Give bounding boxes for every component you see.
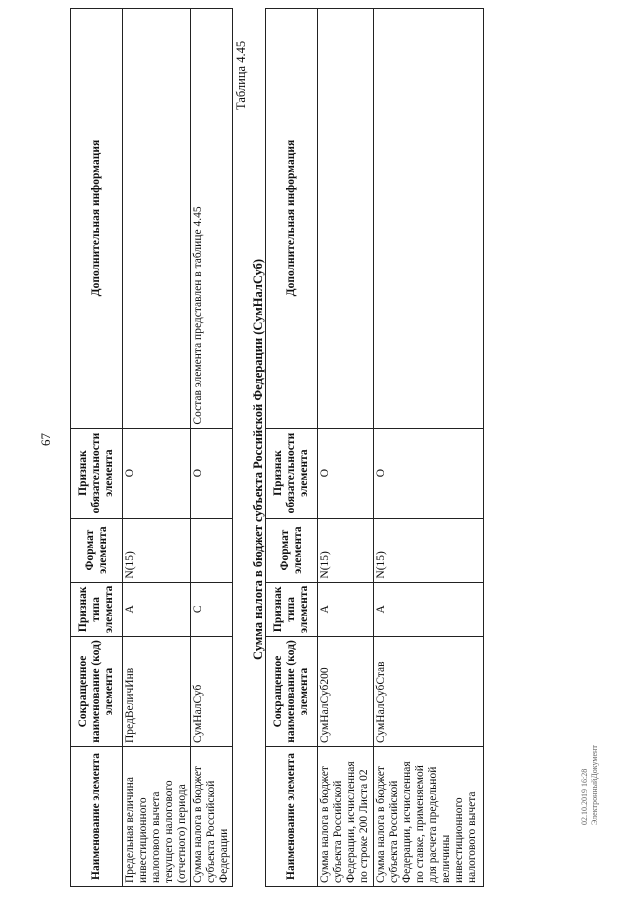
table-row <box>123 8 191 886</box>
elements-table-4-45 <box>265 8 484 887</box>
header-required: Признак обязательности элемента <box>71 428 123 518</box>
header-info: Дополнительная информация <box>266 8 318 428</box>
page-number: 67 <box>38 433 53 446</box>
cell-format: N(15) <box>123 518 191 582</box>
header-name: Наименование элемента <box>71 747 123 887</box>
table-caption: Сумма налога в бюджет субъекта Российской Федерации (СумНалСуб) <box>251 258 265 660</box>
header-type: Признак типа элемента <box>71 582 123 636</box>
cell-format: N(15) <box>374 518 484 582</box>
table-row <box>318 8 374 886</box>
header-code: Сокращенное наименование (код) элемента <box>71 637 123 747</box>
table-row <box>374 8 484 886</box>
cell-type: А <box>123 582 191 636</box>
cell-code: СумНалСуб <box>191 637 233 747</box>
header-code: Сокращенное наименование (код) элемента <box>266 637 318 747</box>
header-name: Наименование элемента <box>266 747 318 887</box>
cell-code: ПредВеличИнв <box>123 637 191 747</box>
header-format: Формат элемента <box>266 518 318 582</box>
cell-required: О <box>123 428 191 518</box>
cell-required: О <box>374 428 484 518</box>
stamp-line: 02.10.2019 16:28 <box>580 768 589 825</box>
cell-type: С <box>191 582 233 636</box>
header-required: Признак обязательности элемента <box>266 428 318 518</box>
header-type: Признак типа элемента <box>266 582 318 636</box>
cell-required: О <box>191 428 233 518</box>
header-info: Дополнительная информация <box>71 8 123 428</box>
cell-name: Сумма налога в бюджет субъекта Российской Федерации <box>191 747 233 887</box>
table-header-row <box>71 8 123 886</box>
cell-code: СумНалСубСтав <box>374 637 484 747</box>
cell-info <box>318 8 374 428</box>
cell-name: Сумма налога в бюджет субъекта Российской Федерации, исчисленная по ставке, применяемой для расчета предельной величины инвестиционного налогового вычета <box>374 747 484 887</box>
cell-required: О <box>318 428 374 518</box>
cell-info <box>123 8 191 428</box>
cell-info <box>374 8 484 428</box>
cell-type: А <box>374 582 484 636</box>
elements-table <box>70 8 233 887</box>
stamp-line: ЭлектронныйДокумент <box>590 745 599 825</box>
cell-info: Состав элемента представлен в таблице 4.45 <box>191 8 233 428</box>
cell-name: Сумма налога в бюджет субъекта Российской Федерации, исчисленная по строке 200 Листа 02 <box>318 747 374 887</box>
cell-format <box>191 518 233 582</box>
cell-format: N(15) <box>318 518 374 582</box>
cell-type: А <box>318 582 374 636</box>
header-format: Формат элемента <box>71 518 123 582</box>
electronic-stamp <box>580 745 600 825</box>
cell-code: СумНалСуб200 <box>318 637 374 747</box>
table-header-row <box>266 8 318 886</box>
table-row <box>191 8 233 886</box>
cell-name: Предельная величина инвестиционного налогового вычета текущего налогового (отчетного) периода <box>123 747 191 887</box>
table-label: Таблица 4.45 <box>234 40 248 110</box>
